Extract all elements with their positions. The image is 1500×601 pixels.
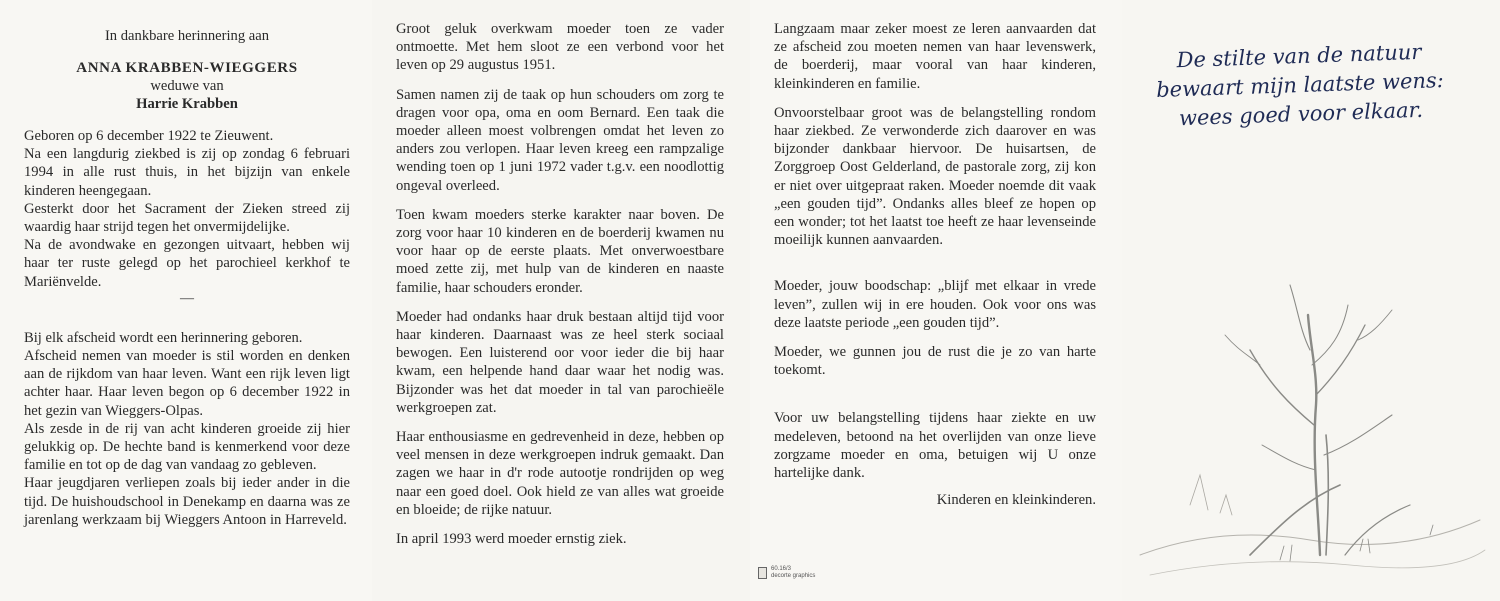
widow-of-label: weduwe van	[150, 78, 224, 94]
burial-line: Na de avondwake en gezongen uitvaart, hebben wij haar ter ruste gelegd op het parochieel kerkhof te Mariënvelde.	[24, 237, 350, 290]
message-paragraph: Moeder, we gunnen jou de rust die je zo van harte toekomt.	[774, 344, 1096, 379]
story-paragraph: Samen namen zij de taak op hun schouders om zorg te dragen voor opa, oma en oom Bernard. Een taak die moeder alleen moest volbrengen omdat het leven zo anders zou verlopen. Haar leven kreeg een rampzalige wending toen op 1 juni 1972 vader t.g.v. een noodlottig ongeval overleed.	[396, 86, 724, 194]
signature: Kinderen en kleinkinderen.	[936, 492, 1096, 509]
story-paragraph: Toen kwam moeders sterke karakter naar boven. De zorg voor haar 10 kinderen en de boerderij kwamen nu voor haar op de eerste plaats. Met onverwoestbare moed zette zij, met hulp van de kinderen en naaste familie, haar schouders eronder.	[396, 206, 724, 296]
closing-paragraph: Onvoorstelbaar groot was de belangstelling rondom haar ziekbed. Ze verwonderde zich daarover en was bijzonder dankbaar hiervoor. De huisartsen, de Zorggroep Oost Gelderland, de pastorale zorg, zij kon er niet over uitgepraat raken. Moeder noemde dit vaak „een gouden tijd”. Ondanks alles bleef ze hopen op een wonder; tot het laatst toe heeft ze haar levenseinde moeilijk kunnen aanvaarden.	[774, 104, 1096, 249]
thanks-paragraph: Voor uw belangstelling tijdens haar ziekte en uw medeleven, betoond na het overlijden van onze lieve zorgzame moeder en oma, betuigen wij U onze hartelijke dank.	[774, 410, 1096, 482]
panel-biography	[0, 0, 372, 601]
printer-name: decorte graphics	[771, 573, 816, 579]
childhood-paragraph: Als zesde in de rij van acht kinderen groeide zij hier gelukkig op. De hechte band is kenmerkend voor deze familie en tot op de dag van vandaag zo gebleven.	[24, 420, 350, 474]
printer-code: 60.16/3	[771, 566, 792, 572]
birth-line: Geboren op 6 december 1922 te Zieuwent.	[24, 128, 274, 144]
closing-paragraph: Langzaam maar zeker moest ze leren aanvaarden dat ze afscheid zou moeten nemen van haar levenswerk, de boerderij, maar vooral van haar kinderen, kleinkinderen en familie.	[774, 21, 1096, 92]
printer-mark	[758, 566, 815, 580]
bare-tree-sketch-icon	[1130, 255, 1490, 595]
story-paragraph: In april 1993 werd moeder ernstig ziek.	[396, 531, 627, 548]
intro-line: In dankbare herinnering aan	[104, 28, 270, 44]
sacrament-line: Gesterkt door het Sacrament der Zieken streed zij waardig haar strijd tegen het onvermijdelijke.	[24, 200, 350, 236]
passing-line: Na een langdurig ziekbed is zij op zondag 6 februari 1994 in alle rust thuis, in het bijzijn van enkele kinderen heengegaan.	[24, 146, 350, 199]
life-paragraph: Afscheid nemen van moeder is stil worden en denken aan de rijkdom van haar leven. Want een rijk leven ligt achter haar. Haar leven begon op 6 december 1922 in het gezin van Wieggers-Olpas.	[24, 348, 350, 419]
poem-line: wees goed voor elkaar.	[1178, 97, 1424, 131]
story-paragraph: Moeder had ondanks haar druk bestaan altijd tijd voor haar kinderen. Daarnaast was ze heel sterk sociaal bewogen. Een luisterend oor voor ieder die bij haar kwam, een helpende hand daar waar het nodig was. Bijzonder was het dat moeder in tal van parochieële werkgroepen zat.	[396, 308, 724, 416]
story-paragraph: Haar enthousiasme en gedrevenheid in deze, hebben op veel mensen in deze werkgroepen indruk gemaakt. Dan zagen we haar in d'r rode autootje rondrijden op weg naar een goed doel. Ook hield ze van alles wat groeide en bloeide; de rijke natuur.	[396, 429, 724, 518]
printer-logo-icon	[758, 567, 767, 579]
panel-closing	[750, 0, 1122, 601]
story-paragraph: Groot geluk overkwam moeder toen ze vader ontmoette. Met hem sloot ze een verbond voor het leven op 29 augustus 1951.	[396, 21, 724, 74]
poem	[1149, 37, 1452, 134]
deceased-name: ANNA KRABBEN-WIEGGERS	[76, 60, 298, 76]
divider-dash: —	[180, 290, 194, 306]
poem-line: De stilte van de natuur	[1176, 39, 1422, 73]
youth-paragraph: Haar jeugdjaren verliepen zoals bij ieder ander in die tijd. De huishoudschool in Denekamp en daarna was ze jarenlang werkzaam bij Wieggers Antoon in Harreveld.	[24, 475, 350, 528]
husband-name: Harrie Krabben	[136, 96, 238, 112]
farewell-line: Bij elk afscheid wordt een herinnering geboren.	[24, 329, 303, 346]
message-paragraph: Moeder, jouw boodschap: „blijf met elkaar in vrede leven”, zullen wij in ere houden. Ook voor ons was deze laatste periode „een gouden tijd”.	[774, 278, 1096, 331]
poem-line: bewaart mijn laatste wens:	[1155, 67, 1445, 103]
panel-story	[372, 0, 750, 601]
